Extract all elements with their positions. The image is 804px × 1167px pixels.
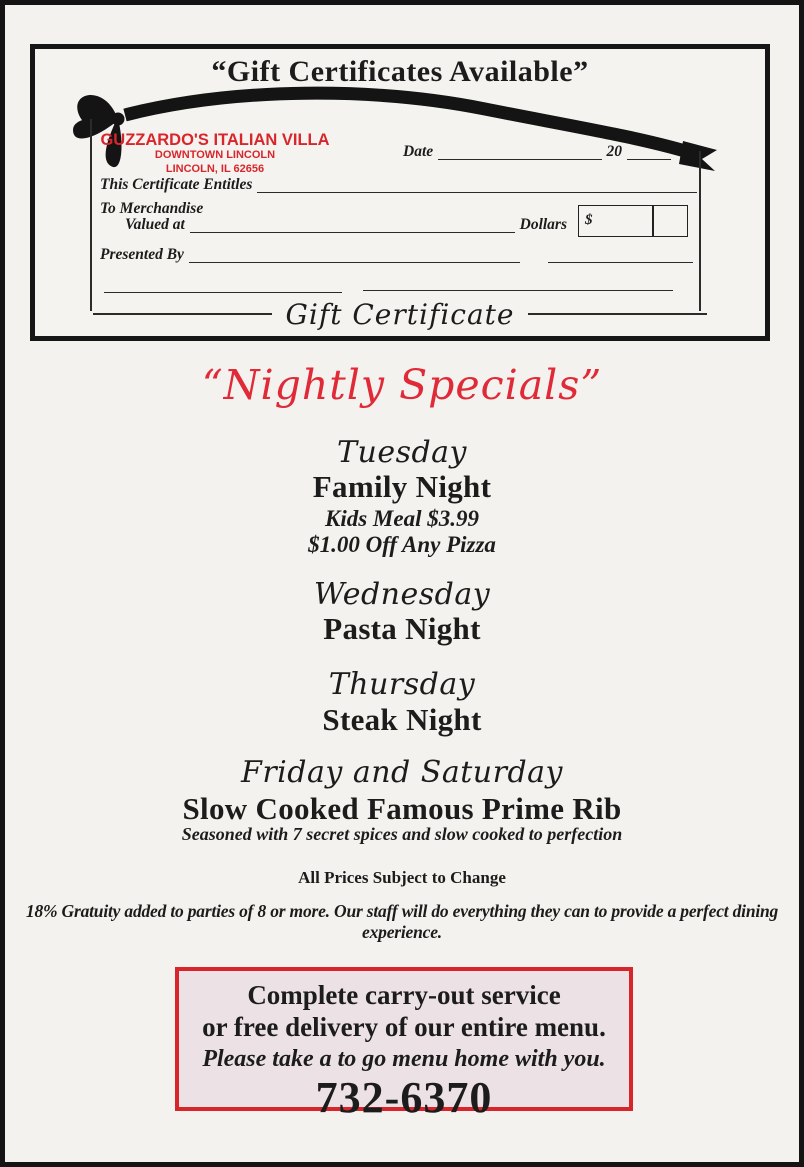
fill-line-right <box>363 290 673 291</box>
presented-by-label: Presented By <box>100 246 184 263</box>
day-heading-tuesday: Tuesday <box>336 435 468 470</box>
prices-subject-to-change-notice: All Prices Subject to Change <box>298 868 506 887</box>
gift-certificates-heading: “Gift Certificates Available” <box>211 55 589 88</box>
gratuity-notice: 18% Gratuity added to parties of 8 or more. Our staff will do everything they can to provide a perfect dining experience. <box>25 901 779 942</box>
entitles-label: This Certificate Entitles <box>100 176 253 193</box>
footer-rule-right <box>528 313 707 315</box>
phone-number: 732-6370 <box>315 1072 493 1122</box>
day-heading-friday-saturday: Friday and Saturday <box>241 755 563 790</box>
footer-rule-left <box>93 313 272 315</box>
gift-certificate-footer-row <box>93 295 707 333</box>
valued-at-label: Valued at <box>125 216 185 233</box>
business-identity <box>95 132 335 177</box>
certificate-left-border <box>90 119 92 311</box>
presented-blank-line-2 <box>548 248 693 263</box>
certificate-right-border <box>699 151 701 311</box>
merchandise-label: To Merchandise <box>100 200 204 217</box>
dollars-label: Dollars <box>519 216 567 233</box>
dollar-sign: $ <box>585 212 593 228</box>
cents-divider <box>652 206 654 236</box>
special-detail-pizza-off: $1.00 Off Any Pizza <box>308 532 496 557</box>
gift-certificate-panel <box>30 44 770 341</box>
day-heading-thursday: Thursday <box>328 667 476 702</box>
date-blank-line <box>438 145 601 160</box>
presented-blank-line <box>189 248 520 263</box>
special-title-pasta-night: Pasta Night <box>323 611 481 646</box>
special-detail-seasoned: Seasoned with 7 secret spices and slow cooked to perfection <box>181 824 623 844</box>
nightly-specials-title: “Nightly Specials” <box>201 361 603 409</box>
fill-line-left <box>104 292 342 293</box>
day-heading-wednesday: Wednesday <box>313 577 491 612</box>
special-detail-kids-meal: Kids Meal $3.99 <box>325 506 479 531</box>
valued-field-row <box>125 217 567 233</box>
date-label: Date <box>403 143 434 160</box>
valued-blank-line <box>190 218 515 233</box>
special-title-steak-night: Steak Night <box>322 702 482 737</box>
extra-fill-lines <box>35 292 765 294</box>
carryout-line1: Complete carry-out service <box>247 980 561 1010</box>
entitles-field-row <box>100 177 697 193</box>
carryout-line2: or free delivery of our entire menu. <box>202 1012 606 1043</box>
special-title-family-night: Family Night <box>312 469 492 504</box>
year-blank-line <box>627 145 671 160</box>
special-title-prime-rib: Slow Cooked Famous Prime Rib <box>182 791 622 826</box>
entitles-blank-line <box>257 178 697 193</box>
business-name: GUZZARDO'S ITALIAN VILLA <box>100 131 330 149</box>
business-address-line2: LINCOLN, IL 62656 <box>165 163 265 176</box>
gift-certificate-label: Gift Certificate <box>285 297 515 331</box>
business-address-line1: DOWNTOWN LINCOLN <box>154 149 276 162</box>
date-field-row <box>403 144 671 160</box>
carryout-line3: Please take a to go menu home with you. <box>202 1045 606 1072</box>
carryout-info-box <box>175 967 633 1122</box>
presented-field-row <box>100 247 693 263</box>
dollar-amount-box <box>578 205 688 237</box>
year-prefix: 20 <box>606 143 622 160</box>
